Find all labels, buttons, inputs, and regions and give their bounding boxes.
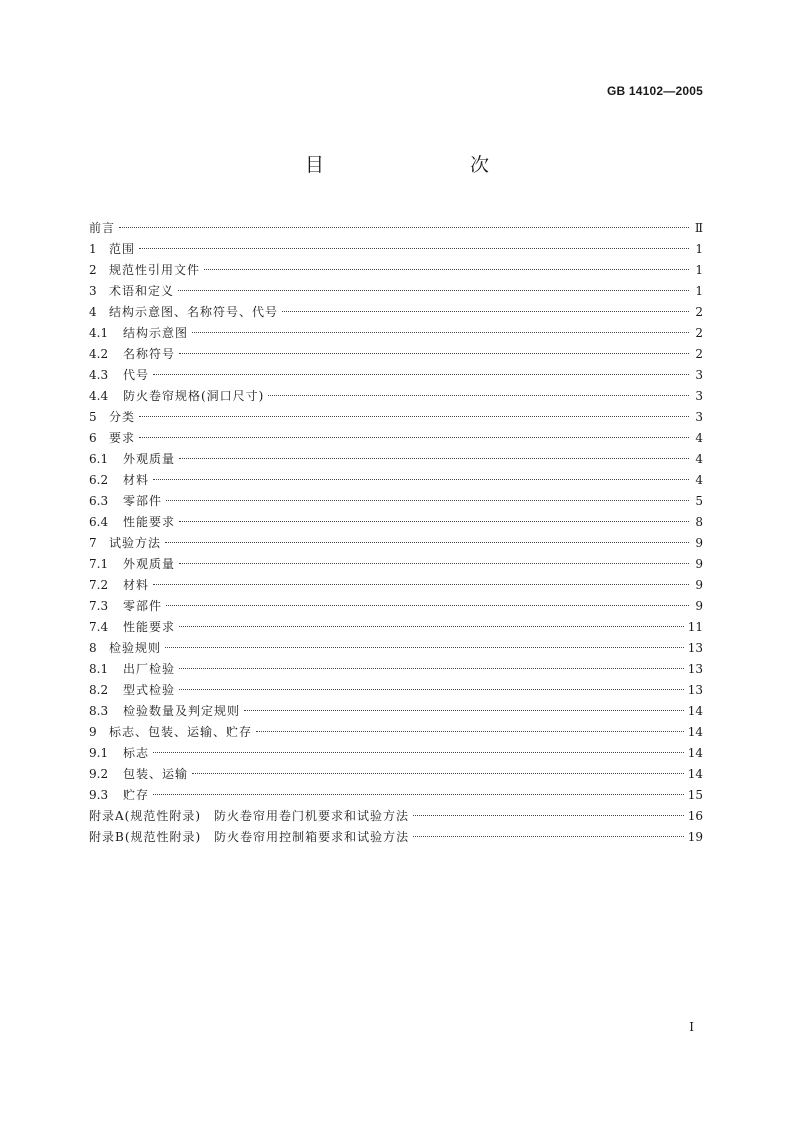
toc-entry-page: 3 xyxy=(695,368,703,382)
toc-entry-title: 术语和定义 xyxy=(109,284,175,298)
toc-entry-page: 11 xyxy=(687,620,703,634)
toc-entry-title: 标志 xyxy=(123,746,150,760)
page-number: I xyxy=(689,1020,694,1034)
toc-entry-title: 范围 xyxy=(109,242,136,256)
toc-entry-page: 1 xyxy=(695,284,703,298)
toc-dot-leader xyxy=(268,395,689,396)
toc-entry-page: 5 xyxy=(695,494,703,508)
toc-entry[interactable] xyxy=(89,638,703,659)
toc-entry-number: 3 xyxy=(89,284,97,298)
toc-entry-page: 14 xyxy=(687,746,703,760)
toc-entry-page: 2 xyxy=(695,347,703,361)
toc-entry-title: 前言 xyxy=(89,221,116,235)
toc-entry-number: 7.1 xyxy=(89,557,109,571)
toc-title: 目 次 xyxy=(304,154,525,176)
toc-entry[interactable] xyxy=(89,722,703,743)
toc-entry-number: 9.3 xyxy=(89,788,109,802)
toc-entry[interactable] xyxy=(89,281,703,302)
toc-entry[interactable] xyxy=(89,827,703,848)
toc-dot-leader xyxy=(256,731,684,732)
toc-entry-page: 1 xyxy=(695,242,703,256)
toc-entry-page: 14 xyxy=(687,767,703,781)
toc-entry[interactable] xyxy=(89,491,703,512)
toc-entry-title: 要求 xyxy=(109,431,136,445)
toc-entry-title: 材料 xyxy=(123,578,150,592)
toc-dot-leader xyxy=(153,794,684,795)
toc-entry-number: 9.1 xyxy=(89,746,109,760)
toc-entry[interactable] xyxy=(89,407,703,428)
toc-dot-leader xyxy=(153,479,689,480)
toc-entry[interactable] xyxy=(89,743,703,764)
toc-dot-leader xyxy=(179,353,689,354)
toc-entry[interactable] xyxy=(89,344,703,365)
toc-entry[interactable] xyxy=(89,512,703,533)
toc-entry-title: 外观质量 xyxy=(123,557,176,571)
toc-entry-title: 代号 xyxy=(123,368,150,382)
toc-entry-number: 6.1 xyxy=(89,452,109,466)
toc-entry-page: 4 xyxy=(695,452,703,466)
toc-entry[interactable] xyxy=(89,260,703,281)
toc-entry-title: 附录B(规范性附录) 防火卷帘用控制箱要求和试验方法 xyxy=(89,830,410,844)
toc-entry[interactable] xyxy=(89,365,703,386)
document-code: GB 14102—2005 xyxy=(607,84,703,98)
toc-entry-number: 8.2 xyxy=(89,683,109,697)
toc-entry[interactable] xyxy=(89,764,703,785)
toc-entry-title: 检验数量及判定规则 xyxy=(123,704,241,718)
toc-dot-leader xyxy=(244,710,684,711)
toc-entry[interactable] xyxy=(89,554,703,575)
toc-entry-page: 15 xyxy=(687,788,703,802)
toc-entry-title: 性能要求 xyxy=(123,620,176,634)
toc-entry-title: 零部件 xyxy=(123,599,163,613)
toc-entry-title: 标志、包装、运输、贮存 xyxy=(109,725,253,739)
toc-entry-page: 14 xyxy=(687,725,703,739)
toc-dot-leader xyxy=(179,689,684,690)
toc-entry[interactable] xyxy=(89,680,703,701)
toc-entry[interactable] xyxy=(89,617,703,638)
toc-entry-page: 8 xyxy=(695,515,703,529)
toc-entry[interactable] xyxy=(89,302,703,323)
toc-entry[interactable] xyxy=(89,533,703,554)
toc-entry-page: 9 xyxy=(695,599,703,613)
toc-entry-title: 名称符号 xyxy=(123,347,176,361)
toc-dot-leader xyxy=(179,458,689,459)
toc-dot-leader xyxy=(153,584,689,585)
toc-dot-leader xyxy=(192,332,689,333)
toc-entry[interactable] xyxy=(89,659,703,680)
toc-dot-leader xyxy=(179,626,684,627)
toc-entry-number: 4.3 xyxy=(89,368,109,382)
toc-entry-title: 包装、运输 xyxy=(123,767,189,781)
toc-entry[interactable] xyxy=(89,323,703,344)
toc-entry-number: 6.2 xyxy=(89,473,109,487)
toc-dot-leader xyxy=(139,416,689,417)
toc-entry-number: 7.3 xyxy=(89,599,109,613)
toc-entry-number: 8 xyxy=(89,641,97,655)
toc-entry-title: 防火卷帘规格(洞口尺寸) xyxy=(123,389,265,403)
toc-entry-title: 结构示意图、名称符号、代号 xyxy=(109,305,279,319)
table-of-contents xyxy=(89,218,703,848)
toc-entry-number: 1 xyxy=(89,242,97,256)
toc-entry-page: Ⅱ xyxy=(694,221,703,235)
toc-entry[interactable] xyxy=(89,218,703,239)
toc-entry-title: 材料 xyxy=(123,473,150,487)
toc-entry-page: 13 xyxy=(687,662,703,676)
toc-entry-number: 9.2 xyxy=(89,767,109,781)
toc-entry-page: 9 xyxy=(695,578,703,592)
toc-entry-number: 6.4 xyxy=(89,515,109,529)
toc-entry-title: 试验方法 xyxy=(109,536,162,550)
toc-entry-page: 2 xyxy=(695,326,703,340)
toc-entry-number: 6.3 xyxy=(89,494,109,508)
toc-entry-title: 检验规则 xyxy=(109,641,162,655)
toc-entry-page: 3 xyxy=(695,389,703,403)
toc-entry-title: 型式检验 xyxy=(123,683,176,697)
toc-entry-title: 贮存 xyxy=(123,788,150,802)
toc-entry-page: 4 xyxy=(695,431,703,445)
toc-entry-title: 零部件 xyxy=(123,494,163,508)
toc-entry[interactable] xyxy=(89,386,703,407)
toc-entry-title: 规范性引用文件 xyxy=(109,263,201,277)
toc-entry-number: 7.2 xyxy=(89,578,109,592)
toc-entry-page: 3 xyxy=(695,410,703,424)
toc-entry-number: 2 xyxy=(89,263,97,277)
toc-entry[interactable] xyxy=(89,806,703,827)
toc-entry-number: 8.3 xyxy=(89,704,109,718)
toc-entry-number: 7.4 xyxy=(89,620,109,634)
toc-dot-leader xyxy=(179,668,684,669)
toc-entry[interactable] xyxy=(89,428,703,449)
toc-dot-leader xyxy=(139,437,689,438)
toc-entry-number: 4 xyxy=(89,305,97,319)
toc-entry-title: 结构示意图 xyxy=(123,326,189,340)
toc-entry-number: 4.2 xyxy=(89,347,109,361)
toc-entry-number: 6 xyxy=(89,431,97,445)
toc-entry-title: 外观质量 xyxy=(123,452,176,466)
toc-dot-leader xyxy=(119,227,689,228)
toc-entry-page: 4 xyxy=(695,473,703,487)
toc-entry[interactable] xyxy=(89,575,703,596)
toc-entry-page: 2 xyxy=(695,305,703,319)
toc-entry-title: 性能要求 xyxy=(123,515,176,529)
toc-entry-page: 14 xyxy=(687,704,703,718)
toc-entry-number: 4.1 xyxy=(89,326,109,340)
toc-dot-leader xyxy=(139,248,689,249)
toc-dot-leader xyxy=(204,269,689,270)
toc-dot-leader xyxy=(178,290,689,291)
toc-entry[interactable] xyxy=(89,449,703,470)
toc-dot-leader xyxy=(165,542,689,543)
toc-dot-leader xyxy=(179,563,689,564)
toc-entry-number: 4.4 xyxy=(89,389,109,403)
toc-entry-page: 13 xyxy=(687,683,703,697)
toc-entry-number: 8.1 xyxy=(89,662,109,676)
toc-entry-number: 9 xyxy=(89,725,97,739)
toc-entry-page: 13 xyxy=(687,641,703,655)
toc-dot-leader xyxy=(165,647,684,648)
toc-dot-leader xyxy=(413,815,684,816)
toc-dot-leader xyxy=(192,773,684,774)
toc-dot-leader xyxy=(282,311,689,312)
toc-entry-page: 19 xyxy=(687,830,703,844)
toc-entry[interactable] xyxy=(89,701,703,722)
toc-entry-number: 7 xyxy=(89,536,97,550)
toc-dot-leader xyxy=(153,374,689,375)
toc-entry[interactable] xyxy=(89,596,703,617)
toc-entry-number: 5 xyxy=(89,410,97,424)
toc-entry[interactable] xyxy=(89,470,703,491)
toc-entry-page: 1 xyxy=(695,263,703,277)
toc-entry[interactable] xyxy=(89,239,703,260)
toc-entry-title: 分类 xyxy=(109,410,136,424)
toc-entry-page: 9 xyxy=(695,536,703,550)
toc-entry[interactable] xyxy=(89,785,703,806)
toc-dot-leader xyxy=(179,521,689,522)
toc-entry-title: 出厂检验 xyxy=(123,662,176,676)
toc-dot-leader xyxy=(166,500,689,501)
toc-dot-leader xyxy=(413,836,684,837)
toc-entry-title: 附录A(规范性附录) 防火卷帘用卷门机要求和试验方法 xyxy=(89,809,410,823)
toc-dot-leader xyxy=(153,752,684,753)
toc-entry-page: 16 xyxy=(687,809,703,823)
toc-dot-leader xyxy=(166,605,689,606)
toc-entry-page: 9 xyxy=(695,557,703,571)
